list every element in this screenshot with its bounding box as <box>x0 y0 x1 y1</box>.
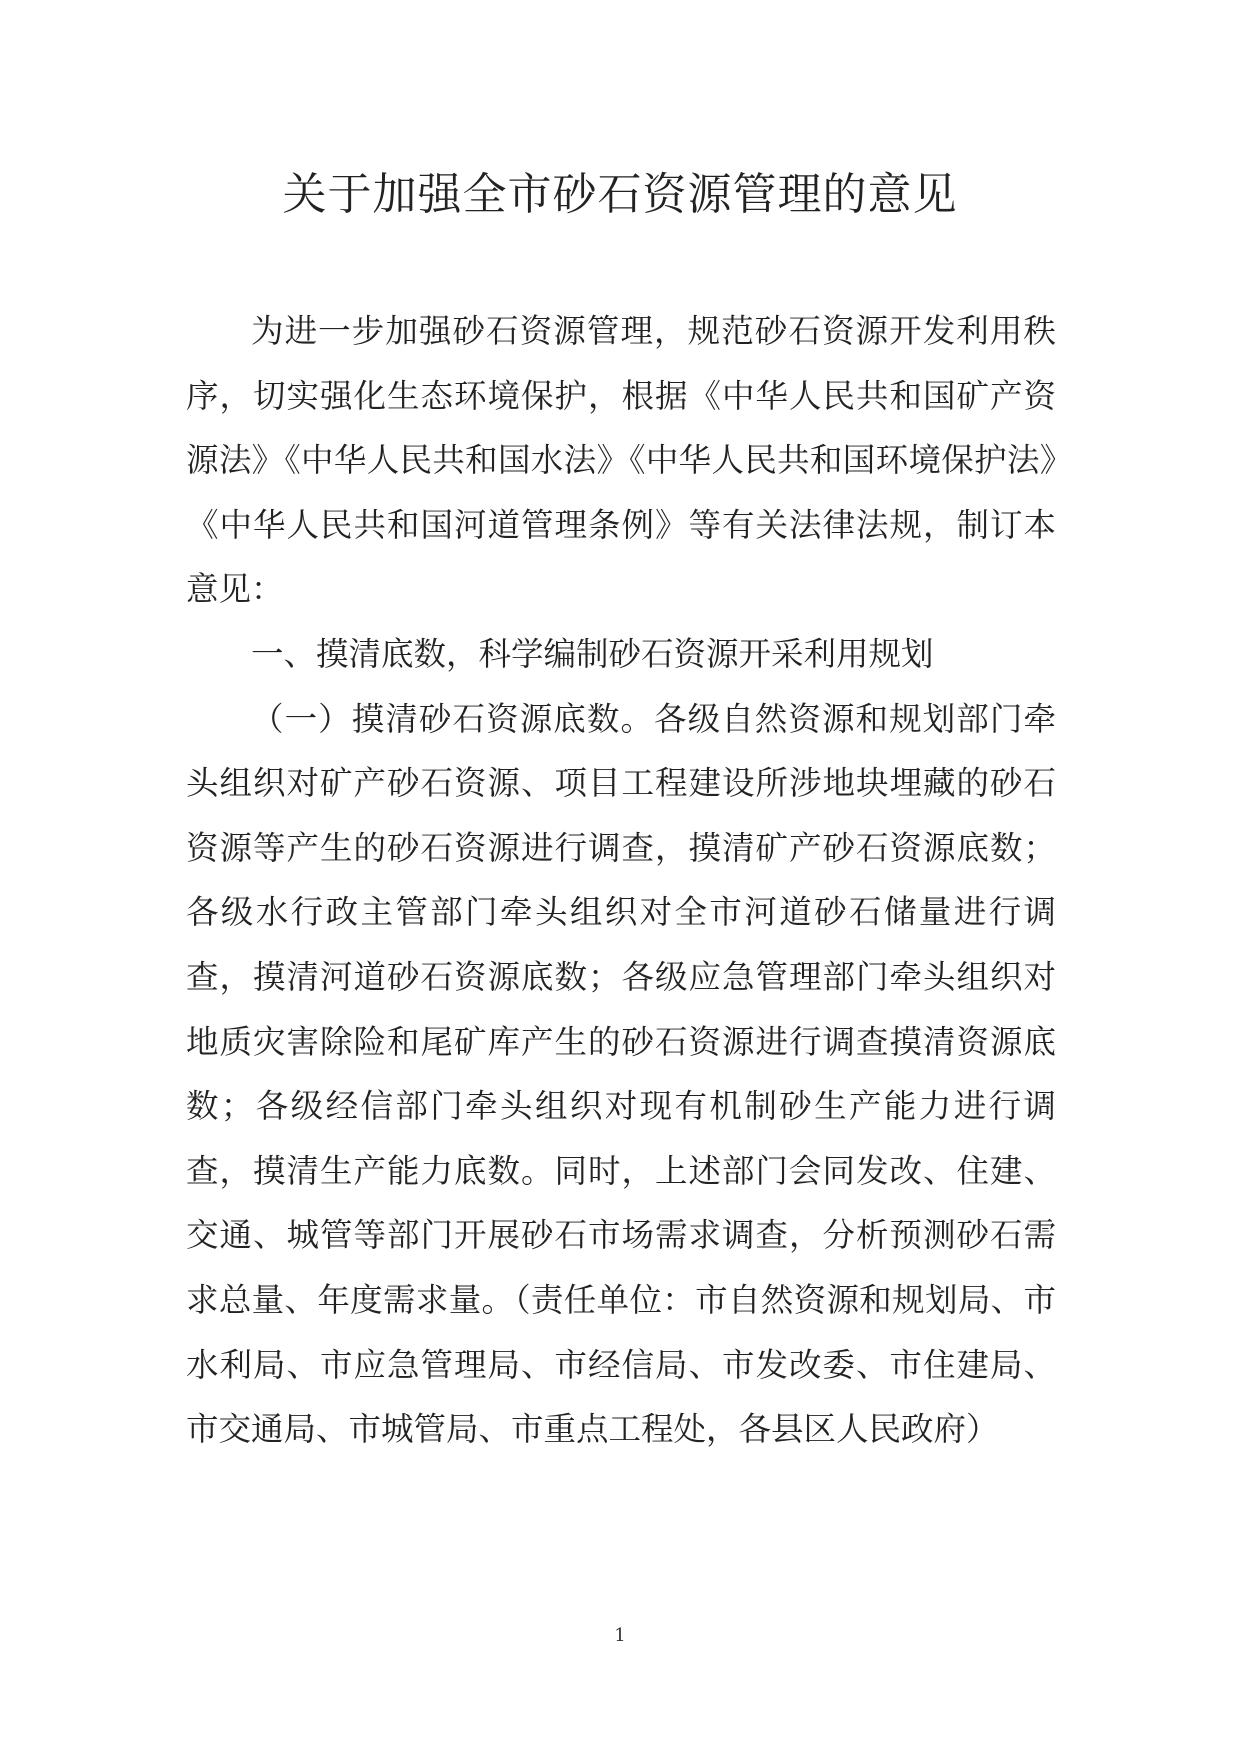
intro-paragraph: 为进一步加强砂石资源管理，规范砂石资源开发利用秩序，切实强化生态环境保护，根据《中华人民共和国矿产资源法》《中华人民共和国水法》《中华人民共和国环境保护法》《中华人民共和国河道管理条例》等有关法律法规，制订本意见： <box>186 312 1056 609</box>
document-body <box>186 299 1056 1462</box>
page-number: 1 <box>614 1625 626 1646</box>
section-heading-1: 一、摸清底数，科学编制砂石资源开采利用规划 <box>251 634 934 673</box>
item-paragraph-1: （一）摸清砂石资源底数。各级自然资源和规划部门牵头组织对矿产砂石资源、项目工程建设所涉地块埋藏的砂石资源等产生的砂石资源进行调查，摸清矿产砂石资源底数；各级水行政主管部门牵头组织对全市河道砂石储量进行调查，摸清河道砂石资源底数；各级应急管理部门牵头组织对地质灾害除险和尾矿库产生的砂石资源进行调查摸清资源底数；各级经信部门牵头组织对现有机制砂生产能力进行调查，摸清生产能力底数。同时，上述部门会同发改、住建、交通、城管等部门开展砂石市场需求调查，分析预测砂石需求总量、年度需求量。（责任单位：市自然资源和规划局、市水利局、市应急管理局、市经信局、市发改委、市住建局、市交通局、市城管局、市重点工程处，各县区人民政府） <box>186 699 1056 1449</box>
document-title: 关于加强全市砂石资源管理的意见 <box>282 169 958 220</box>
